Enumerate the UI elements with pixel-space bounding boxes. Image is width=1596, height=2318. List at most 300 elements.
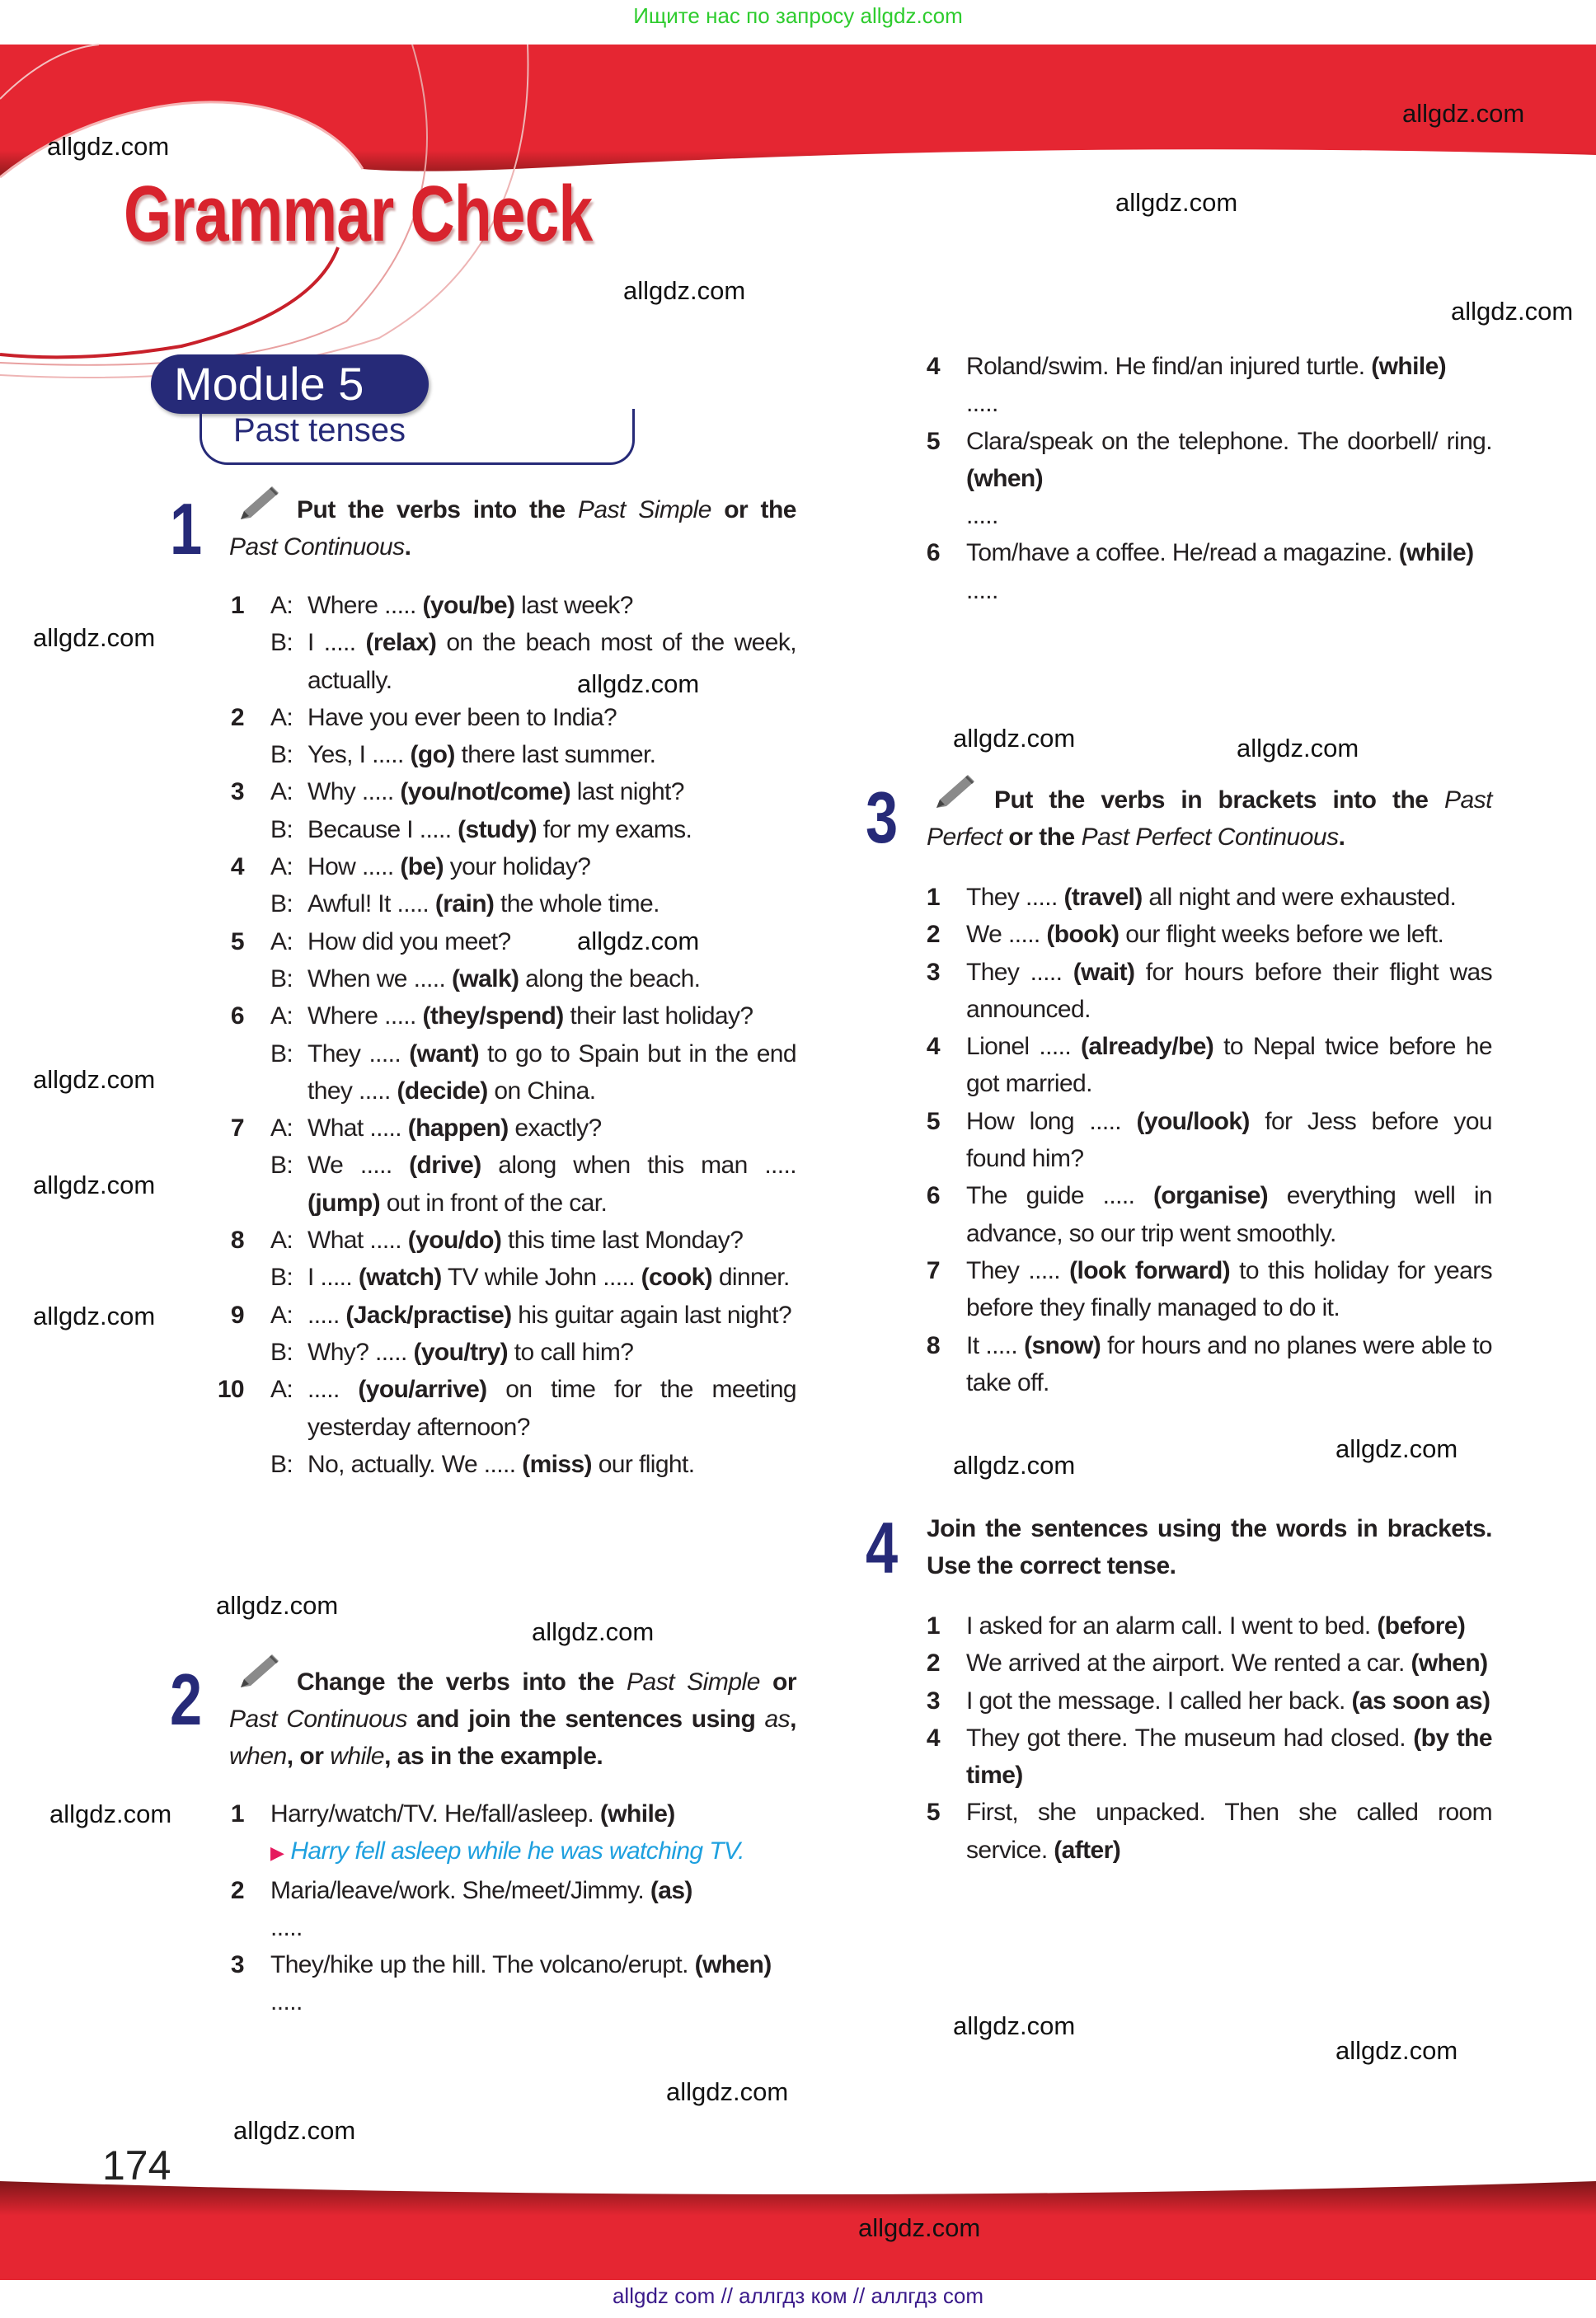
spacer: [915, 385, 940, 422]
text-segment: (decide): [397, 1077, 488, 1105]
text-segment: , or: [286, 1743, 331, 1770]
text-segment: .....: [307, 1301, 346, 1329]
text-segment: (after): [1054, 1836, 1121, 1864]
text-segment: (as): [650, 1876, 692, 1904]
watermark: allgdz.com: [953, 1451, 1076, 1480]
text-segment: for hours and no planes were able to take off.: [966, 1331, 1492, 1396]
watermark: allgdz.com: [1335, 2036, 1458, 2065]
text-segment: everything well in advance, so our trip went smoothly.: [966, 1182, 1492, 1247]
text-segment: Why .....: [307, 778, 401, 806]
text-segment: for my exams.: [536, 815, 692, 843]
dialogue-line: [206, 885, 796, 922]
item-number: 8: [926, 1331, 940, 1359]
list-item: [915, 1103, 1492, 1178]
item-text: [966, 954, 1492, 1029]
text-segment: (go): [410, 741, 455, 769]
text-segment: on the beach most of the week, actually.: [307, 629, 796, 694]
answer-blank: [214, 1983, 796, 2020]
text-segment: exactly?: [508, 1114, 602, 1143]
text-segment: (when): [966, 464, 1044, 492]
text-segment: to go to Spain but in the end they .....: [307, 1039, 796, 1105]
text-segment: Put the verbs into the: [297, 496, 578, 523]
text-segment: out in front of the car.: [380, 1189, 608, 1217]
exercise-4-items: [915, 1607, 1492, 1869]
dialogue-line: [206, 773, 796, 810]
spacer: [915, 497, 940, 534]
text-segment: How long .....: [966, 1107, 1137, 1135]
answer-dots: .....: [270, 1913, 303, 1941]
speaker-label: A:: [270, 1002, 293, 1030]
watermark: allgdz.com: [1451, 297, 1574, 326]
text-segment: Clara/speak on the telephone. The doorbell/ ring.: [966, 427, 1492, 455]
item-text: [966, 1327, 1492, 1402]
watermark: allgdz.com: [1335, 1434, 1458, 1463]
text-segment: Join the sentences using the words in brackets. Use the correct tense.: [927, 1515, 1492, 1579]
text-segment: (while): [1398, 539, 1474, 567]
dialogue-text: [307, 1371, 796, 1446]
speaker-label: A:: [270, 778, 293, 806]
text-segment: (already/be): [1080, 1033, 1214, 1061]
watermark: allgdz.com: [1402, 99, 1525, 128]
dialogue-line: [206, 1446, 796, 1483]
text-segment: their last holiday?: [563, 1002, 753, 1030]
speaker-label: A:: [270, 1376, 293, 1404]
item-number: 5: [230, 927, 244, 955]
list-item: [915, 916, 1492, 953]
dialogue-text: [307, 1110, 796, 1147]
text-segment: (you/arrive): [358, 1376, 487, 1404]
text-segment: Lionel .....: [966, 1033, 1081, 1061]
text-segment: your holiday?: [443, 853, 591, 881]
text-segment: there last summer.: [454, 741, 656, 769]
text-segment: I got the message. I called her back.: [966, 1687, 1352, 1715]
exercise-1-items: [206, 587, 796, 1483]
spacer: [214, 1983, 244, 2020]
text-segment: (while): [599, 1800, 675, 1828]
text-segment: (you/try): [413, 1338, 509, 1366]
dialogue-text: [307, 1446, 796, 1483]
text-segment: for Jess before you found him?: [966, 1107, 1492, 1173]
text-segment: (you/be): [422, 592, 515, 619]
item-number: 5: [926, 1799, 940, 1827]
item-number: 6: [230, 1002, 244, 1030]
item-number: [206, 811, 244, 848]
arrow-right-icon: ▶: [270, 1842, 284, 1864]
item-text: [966, 1794, 1492, 1869]
list-item: [915, 879, 1492, 916]
text-segment: as: [764, 1706, 791, 1733]
dialogue-text: [307, 960, 796, 997]
item-number: 4: [926, 1724, 940, 1752]
dialogue-line: [206, 624, 796, 699]
speaker-label: A:: [270, 927, 293, 955]
text-segment: the whole time.: [494, 890, 660, 918]
item-text: [270, 1946, 796, 1983]
exercise-4-number: 4: [866, 1507, 899, 1588]
item-number: [206, 1035, 244, 1110]
text-segment: (relax): [365, 629, 437, 657]
item-text: [270, 1795, 796, 1832]
dialogue-text: [307, 885, 796, 922]
text-segment: .: [1338, 824, 1345, 851]
item-number: [206, 960, 244, 997]
dialogue-line: [206, 848, 796, 885]
text-segment: (by the time): [966, 1724, 1492, 1790]
item-number: [206, 1147, 244, 1222]
text-segment: Tom/have a coffee. He/read a magazine.: [966, 539, 1399, 567]
item-number: 4: [230, 853, 244, 881]
text-segment: or: [759, 1668, 796, 1696]
spacer: [214, 1909, 244, 1946]
dialogue-text: [307, 923, 796, 960]
text-segment: on China.: [487, 1077, 596, 1105]
footer-red-band: [0, 2168, 1596, 2283]
text-segment: Where .....: [307, 592, 423, 619]
module-badge: Module 5: [151, 354, 429, 414]
item-text: [966, 423, 1492, 498]
exercise-3-items: [915, 879, 1492, 1401]
text-segment: They .....: [966, 1256, 1070, 1284]
section-subtitle: Past tenses: [233, 412, 406, 448]
text-segment: (before): [1377, 1612, 1466, 1640]
text-segment: while: [330, 1743, 385, 1770]
dialogue-text: [307, 1334, 796, 1371]
exercise-2-number: 2: [170, 1659, 203, 1740]
text-segment: They got there. The museum had closed.: [966, 1724, 1414, 1752]
text-segment: .....: [307, 1376, 359, 1404]
text-segment: (rain): [434, 890, 495, 918]
answer-blank: [214, 1909, 796, 1946]
dialogue-text: [307, 587, 796, 624]
list-item: [915, 1720, 1492, 1795]
exercise-2-instruction: [229, 1663, 796, 1775]
watermark: allgdz.com: [49, 1800, 172, 1828]
text-segment: I .....: [307, 629, 366, 657]
text-segment: (happen): [407, 1114, 509, 1143]
dialogue-line: [206, 1297, 796, 1334]
text-segment: dinner.: [712, 1264, 790, 1292]
list-item: [214, 1795, 796, 1832]
list-item: [915, 423, 1492, 498]
list-item: [915, 1327, 1492, 1402]
watermark: allgdz.com: [532, 1617, 655, 1646]
text-segment: What .....: [307, 1227, 408, 1255]
item-number: 1: [926, 1612, 940, 1640]
exercise-2-items-right: [915, 348, 1492, 609]
item-text: [966, 1028, 1492, 1103]
watermark: allgdz.com: [33, 623, 156, 652]
answer-blank: [915, 385, 1492, 422]
text-segment: (watch): [358, 1264, 442, 1292]
text-segment: They .....: [307, 1039, 410, 1068]
list-item: [915, 954, 1492, 1029]
dialogue-line: [206, 1371, 796, 1446]
item-number: 2: [230, 703, 244, 731]
item-number: [206, 885, 244, 922]
text-segment: Past Simple: [577, 496, 711, 523]
list-item: [214, 1946, 796, 1983]
watermark: allgdz.com: [666, 2077, 789, 2106]
text-segment: (jump): [307, 1189, 381, 1217]
item-number: 8: [230, 1227, 244, 1255]
dialogue-line: [206, 997, 796, 1035]
watermark: allgdz.com: [953, 724, 1076, 753]
text-segment: Have you ever been to India?: [307, 703, 617, 731]
watermark: allgdz.com: [1115, 188, 1238, 217]
item-number: 10: [217, 1376, 244, 1404]
text-segment: last week?: [514, 592, 633, 619]
text-segment: .: [404, 533, 411, 561]
item-number: 3: [926, 1687, 940, 1715]
dialogue-line: [206, 1110, 796, 1147]
watermark: allgdz.com: [33, 1302, 156, 1330]
answer-dots: .....: [966, 576, 998, 604]
item-text: [966, 1682, 1492, 1720]
speaker-label: B:: [270, 964, 293, 992]
text-segment: all night and were exhausted.: [1142, 884, 1457, 911]
text-segment: Harry/watch/TV. He/fall/asleep.: [270, 1800, 600, 1828]
item-text: [966, 348, 1492, 385]
example-answer: [214, 1832, 796, 1871]
dialogue-text: [307, 1297, 796, 1334]
answer-dots: .....: [966, 390, 998, 418]
answer-blank: [915, 497, 1492, 534]
list-item: [915, 348, 1492, 385]
text-segment: or the: [711, 496, 796, 523]
speaker-label: A:: [270, 1227, 293, 1255]
item-number: [206, 1259, 244, 1296]
text-segment: to this holiday for years before they finally managed to do it.: [966, 1256, 1492, 1322]
item-number: 1: [230, 1800, 244, 1828]
text-segment: It .....: [966, 1331, 1025, 1359]
text-segment: our flight weeks before we left.: [1119, 921, 1444, 949]
speaker-label: A:: [270, 1114, 293, 1143]
text-segment: along when this man .....: [481, 1152, 796, 1180]
text-segment: (when): [694, 1951, 772, 1979]
dialogue-text: [307, 699, 796, 736]
dialogue-text: [307, 1035, 796, 1110]
text-segment: (as soon as): [1351, 1687, 1490, 1715]
text-segment: (organise): [1153, 1182, 1269, 1210]
item-number: 4: [926, 353, 940, 380]
text-segment: or the: [1002, 824, 1082, 851]
dialogue-line: [206, 736, 796, 773]
dialogue-line: [206, 923, 796, 960]
watermark: allgdz.com: [858, 2213, 981, 2242]
exercise-1-number: 1: [170, 488, 203, 570]
text-segment: Put the verbs in brackets into the: [994, 786, 1444, 814]
text-segment: I asked for an alarm call. I went to bed.: [966, 1612, 1378, 1640]
speaker-label: A:: [270, 1301, 293, 1329]
bottom-promo-note: allgdz com // аллгдз ком // аллгдз com: [612, 2283, 984, 2308]
answer-dots: .....: [966, 502, 998, 530]
dialogue-text: [307, 624, 796, 699]
item-number: 6: [926, 539, 940, 567]
dialogue-text: [307, 811, 796, 848]
dialogue-line: [206, 1147, 796, 1222]
text-segment: (cook): [641, 1264, 713, 1292]
list-item: [214, 1872, 796, 1909]
item-number: 3: [926, 958, 940, 986]
text-segment: Yes, I .....: [307, 741, 411, 769]
item-number: [206, 736, 244, 773]
text-segment: and join the sentences using: [406, 1706, 765, 1733]
dialogue-text: [307, 1147, 796, 1222]
exercise-4-instruction: [927, 1510, 1492, 1584]
list-item: [915, 534, 1492, 571]
watermark: allgdz.com: [953, 2011, 1076, 2040]
item-number: 3: [230, 778, 244, 806]
dialogue-text: [307, 997, 796, 1035]
watermark: allgdz.com: [1237, 734, 1359, 762]
item-number: [206, 1446, 244, 1483]
text-segment: (walk): [452, 964, 519, 992]
item-text: [966, 1252, 1492, 1327]
text-segment: Change the verbs into the: [297, 1668, 627, 1696]
speaker-label: A:: [270, 853, 293, 881]
text-segment: The guide .....: [966, 1182, 1154, 1210]
dialogue-text: [307, 1222, 796, 1259]
dialogue-line: [206, 960, 796, 997]
text-segment: on time for the meeting yesterday afternoon?: [307, 1376, 796, 1441]
item-number: 5: [926, 427, 940, 455]
text-segment: his guitar again last night?: [511, 1301, 792, 1329]
item-text: [270, 1872, 796, 1909]
text-segment: We arrived at the airport. We rented a car.: [966, 1649, 1411, 1678]
speaker-label: B:: [270, 741, 293, 769]
item-number: 4: [926, 1033, 940, 1061]
speaker-label: B:: [270, 815, 293, 843]
dialogue-text: [307, 848, 796, 885]
speaker-label: B:: [270, 890, 293, 918]
spacer: [214, 1832, 244, 1871]
spacer: [915, 572, 940, 609]
dialogue-line: [206, 699, 796, 736]
text-segment: (Jack/practise): [345, 1301, 512, 1329]
text-segment: (travel): [1063, 884, 1143, 911]
item-number: 7: [230, 1114, 244, 1143]
text-segment: They/hike up the hill. The volcano/erupt.: [270, 1951, 695, 1979]
text-segment: for hours before their flight was announced.: [966, 958, 1492, 1023]
text-segment: TV while John .....: [441, 1264, 641, 1292]
text-segment: No, actually. We .....: [307, 1450, 523, 1478]
list-item: [915, 1682, 1492, 1720]
text-segment: Roland/swim. He find/an injured turtle.: [966, 353, 1372, 380]
watermark: allgdz.com: [216, 1591, 339, 1620]
list-item: [915, 1607, 1492, 1645]
watermark: allgdz.com: [33, 1171, 156, 1199]
speaker-label: B:: [270, 1264, 293, 1292]
text-segment: to call him?: [508, 1338, 634, 1366]
example-text: [270, 1832, 796, 1871]
item-number: 2: [230, 1876, 244, 1904]
text-segment: They .....: [966, 884, 1064, 911]
text-segment: Maria/leave/work. She/meet/Jimmy.: [270, 1876, 650, 1904]
text-segment: Past Continuous: [229, 533, 405, 561]
speaker-label: B:: [270, 1152, 293, 1180]
dialogue-line: [206, 1334, 796, 1371]
watermark: allgdz.com: [47, 132, 170, 161]
text-segment: to Nepal twice before he got married.: [966, 1033, 1492, 1098]
item-number: 2: [926, 921, 940, 949]
text-segment: , as in the example.: [384, 1743, 603, 1770]
dialogue-line: [206, 1222, 796, 1259]
example-sentence: Harry fell asleep while he was watching TV.: [290, 1837, 744, 1865]
text-segment: (you/look): [1136, 1107, 1250, 1135]
text-segment: Where .....: [307, 1002, 423, 1030]
text-segment: Past Continuous: [229, 1706, 407, 1733]
text-segment: Why? .....: [307, 1338, 414, 1366]
watermark: allgdz.com: [33, 1065, 156, 1094]
dialogue-line: [206, 1259, 796, 1296]
text-segment: (you/not/come): [400, 778, 570, 806]
dialogue-text: [307, 1259, 796, 1296]
text-segment: (when): [1411, 1649, 1488, 1678]
text-segment: (book): [1046, 921, 1120, 949]
speaker-label: B:: [270, 1450, 293, 1478]
watermark: allgdz.com: [233, 2116, 356, 2145]
text-segment: (drive): [409, 1152, 481, 1180]
item-number: 1: [230, 592, 244, 619]
item-text: [966, 916, 1492, 953]
text-segment: ,: [790, 1706, 796, 1733]
item-text: [966, 1645, 1492, 1682]
item-number: 2: [926, 1649, 940, 1678]
watermark: allgdz.com: [577, 669, 700, 698]
speaker-label: A:: [270, 592, 293, 619]
text-segment: (snow): [1024, 1331, 1101, 1359]
text-segment: (be): [400, 853, 444, 881]
text-segment: I .....: [307, 1264, 359, 1292]
item-text: [966, 1607, 1492, 1645]
text-segment: (wait): [1073, 958, 1135, 986]
speaker-label: B:: [270, 1338, 293, 1366]
text-segment: Past Perfect: [927, 786, 1492, 851]
exercise-1-instruction: [229, 491, 796, 565]
text-segment: Past Simple: [627, 1668, 760, 1696]
text-segment: How .....: [307, 853, 401, 881]
text-segment: Because I .....: [307, 815, 458, 843]
answer-dots: .....: [270, 1988, 303, 2016]
list-item: [915, 1252, 1492, 1327]
item-number: 9: [230, 1301, 244, 1329]
list-item: [915, 1028, 1492, 1103]
text-segment: We .....: [966, 921, 1047, 949]
text-segment: (miss): [522, 1450, 592, 1478]
list-item: [915, 1794, 1492, 1869]
exercise-2-items-left: [214, 1795, 796, 2021]
item-number: 7: [926, 1256, 940, 1284]
text-segment: What .....: [307, 1114, 408, 1143]
item-number: 6: [926, 1182, 940, 1210]
speaker-label: B:: [270, 1039, 293, 1068]
text-segment: (study): [458, 815, 537, 843]
dialogue-text: [307, 736, 796, 773]
item-text: [966, 1177, 1492, 1252]
item-number: 5: [926, 1107, 940, 1135]
item-number: [206, 1334, 244, 1371]
dialogue-line: [206, 1035, 796, 1110]
text-segment: How did you meet?: [307, 927, 511, 955]
text-segment: (want): [409, 1039, 479, 1068]
text-segment: along the beach.: [519, 964, 701, 992]
text-segment: We .....: [307, 1152, 410, 1180]
answer-blank: [915, 572, 1492, 609]
text-segment: When we .....: [307, 964, 452, 992]
item-number: 3: [230, 1951, 244, 1979]
text-segment: Past Perfect Continuous: [1081, 824, 1339, 851]
top-promo-note: Ищите нас по запросу allgdz.com: [633, 3, 963, 28]
